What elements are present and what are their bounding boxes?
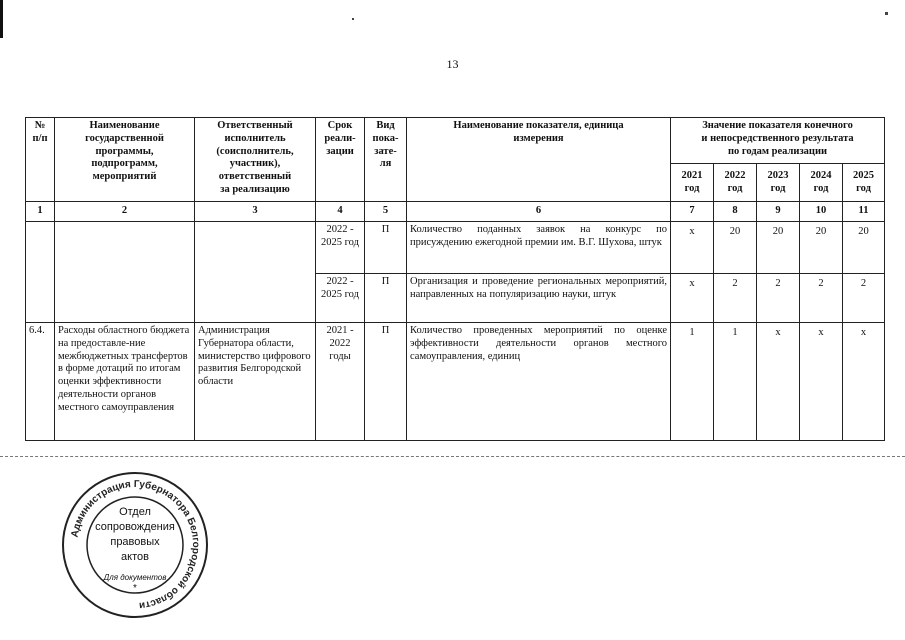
column-number: 8 (714, 202, 757, 222)
header-program-name: Наименование государственной программы, подпрограмм, мероприятий (55, 118, 195, 202)
row-name-cell: Расходы областного бюджета на предоставле-ние межбюджетных трансфертов в форме дотаций по итогам оценки эффективности деятельности органов местного самоуправления (55, 323, 195, 441)
row-indicator-cell: Количество поданных заявок на конкурс по присуждению ежегодной премии им. В.Г. Шухова, штук (407, 222, 671, 274)
value-2024: х (800, 323, 843, 441)
value-2025: 20 (843, 222, 885, 274)
table-row (26, 222, 885, 274)
value-2022: 1 (714, 323, 757, 441)
column-number: 9 (757, 202, 800, 222)
row-term-cell: 2022 - 2025 год (316, 222, 365, 274)
row-exec-cell: Администрация Губернатора области, министерство цифрового развития Белгородской области (195, 323, 316, 441)
row-indicator-cell: Организация и проведение региональных мероприятий, направленных на популяризацию науки, штук (407, 274, 671, 323)
row-kind-cell: П (365, 323, 407, 441)
stamp-star: * (133, 583, 137, 594)
header-indicator-name: Наименование показателя, единица измерения (407, 118, 671, 202)
header-row (26, 118, 885, 164)
header-year-2021: 2021 год (671, 164, 714, 202)
stamp-line: актов (121, 550, 149, 563)
header-year-2025: 2025 год (843, 164, 885, 202)
header-values: Значение показателя конечного и непосредственного результата по годам реализации (671, 118, 885, 164)
value-2021: х (671, 274, 714, 323)
value-2022: 2 (714, 274, 757, 323)
header-executor: Ответственный исполнитель (соисполнитель, участник), ответственный за реализацию (195, 118, 316, 202)
program-table (25, 117, 885, 441)
page-number: 13 (446, 57, 459, 71)
value-2021: 1 (671, 323, 714, 441)
column-numbers-row (26, 202, 885, 222)
stamp-line: Отдел (119, 506, 151, 518)
header-term: Срок реали- зации (316, 118, 365, 202)
header-indicator-kind: Вид пока- зате- ля (365, 118, 407, 202)
column-number: 6 (407, 202, 671, 222)
scan-dot (885, 12, 888, 15)
scan-dot (352, 18, 354, 20)
row-exec-cell (195, 222, 316, 323)
value-2023: х (757, 323, 800, 441)
row-name-cell (55, 222, 195, 323)
value-2021: х (671, 222, 714, 274)
value-2024: 20 (800, 222, 843, 274)
column-number: 10 (800, 202, 843, 222)
stamp-bottom-text: Для документов (103, 573, 167, 582)
value-2022: 20 (714, 222, 757, 274)
stamp-line: правовых (110, 535, 160, 548)
value-2024: 2 (800, 274, 843, 323)
value-2025: х (843, 323, 885, 441)
column-number: 3 (195, 202, 316, 222)
official-stamp (60, 470, 210, 620)
row-num-cell (26, 222, 55, 323)
column-number: 4 (316, 202, 365, 222)
column-number: 5 (365, 202, 407, 222)
stamp-ring-text: Администрация Губернатора Белгородской области (69, 478, 202, 611)
row-kind-cell: П (365, 222, 407, 274)
stamp-center-text (60, 505, 210, 564)
row-kind-cell: П (365, 274, 407, 323)
value-2025: 2 (843, 274, 885, 323)
page-cut-line (0, 456, 905, 457)
row-indicator-cell: Количество проведенных мероприятий по оценке эффективности деятельности органов местного самоуправления, единиц (407, 323, 671, 441)
value-2023: 2 (757, 274, 800, 323)
stamp-line: сопровождения (95, 520, 175, 533)
header-year-2023: 2023 год (757, 164, 800, 202)
row-term-cell: 2021 - 2022 годы (316, 323, 365, 441)
column-number: 11 (843, 202, 885, 222)
column-number: 2 (55, 202, 195, 222)
column-number: 1 (26, 202, 55, 222)
column-number: 7 (671, 202, 714, 222)
value-2023: 20 (757, 222, 800, 274)
row-term-cell: 2022 - 2025 год (316, 274, 365, 323)
table-row (26, 323, 885, 441)
scan-edge-mark (0, 0, 3, 38)
header-year-2022: 2022 год (714, 164, 757, 202)
header-year-2024: 2024 год (800, 164, 843, 202)
row-num-cell: 6.4. (26, 323, 55, 441)
header-num: № п/п (26, 118, 55, 202)
